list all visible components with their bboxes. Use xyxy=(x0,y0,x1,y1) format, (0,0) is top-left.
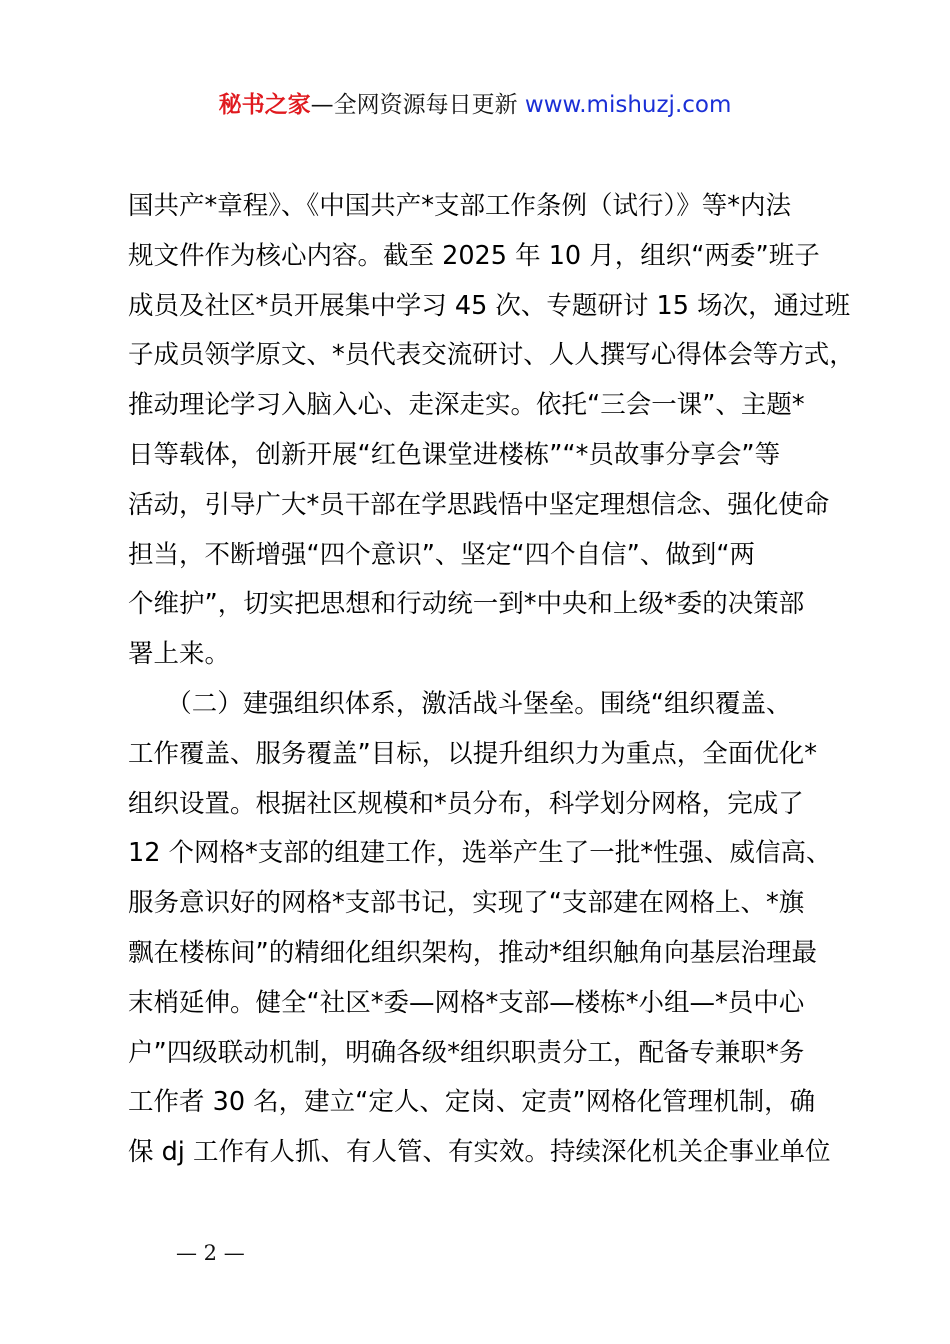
text-line: 个维护”，切实把思想和行动统一到*中央和上级*委的决策部 xyxy=(128,589,805,620)
text-line: 末梢延伸。健全“社区*委—网格*支部—楼栋*小组—*员中心 xyxy=(128,987,805,1018)
text-line: 署上来。 xyxy=(128,639,231,670)
text-line: 国共产*章程》、《中国共产*支部工作条例（试行）》等*内法 xyxy=(128,191,792,221)
text-line: 成员及社区*员开展集中学习 45 次、专题研讨 15 场次，通过班 xyxy=(128,290,851,321)
text-line: 推动理论学习入脑入心、走深走实。依托“三会一课”、主题* xyxy=(128,390,805,421)
text-line: 保 dj 工作有人抓、有人管、有实效。持续深化机关企事业单位 xyxy=(128,1137,831,1168)
text-line: 规文件作为核心内容。截至 2025 年 10 月，组织“两委”班子 xyxy=(128,240,820,271)
text-line: （二）建强组织体系，激活战斗堡垒。围绕“组织覆盖、 xyxy=(128,688,792,719)
page-number: — 2 — xyxy=(176,1241,245,1265)
text-line: 工作覆盖、服务覆盖”目标，以提升组织力为重点，全面优化* xyxy=(128,738,817,769)
site-url-link[interactable]: www.mishuzj.com xyxy=(524,92,732,118)
text-line: 担当，不断增强“四个意识”、坚定“四个自信”、做到“两 xyxy=(128,539,756,570)
text-line: 组织设置。根据社区规模和*员分布，科学划分网格，完成了 xyxy=(128,788,804,819)
text-line: 飘在楼栋间”的精细化组织架构，推动*组织触角向基层治理最 xyxy=(128,937,817,968)
text-line: 12 个网格*支部的组建工作，选举产生了一批*性强、威信高、 xyxy=(128,838,832,869)
text-line: 服务意识好的网格*支部书记，实现了“支部建在网格上、*旗 xyxy=(128,888,805,919)
text-line: 子成员领学原文、*员代表交流研讨、人人撰写心得体会等方式， xyxy=(128,340,855,371)
site-tagline: —全网资源每日更新 xyxy=(310,92,525,118)
site-header xyxy=(0,89,950,121)
text-line: 工作者 30 名，建立“定人、定岗、定责”网格化管理机制，确 xyxy=(128,1087,816,1118)
text-line: 活动，引导广大*员干部在学思践悟中坚定理想信念、强化使命 xyxy=(128,489,830,520)
document-body xyxy=(128,182,855,1178)
site-brand: 秘书之家 xyxy=(218,92,311,118)
text-line: 户”四级联动机制，明确各级*组织职责分工，配备专兼职*务 xyxy=(128,1037,805,1068)
text-line: 日等载体，创新开展“红色课堂进楼栋”“*员故事分享会”等 xyxy=(128,439,781,470)
